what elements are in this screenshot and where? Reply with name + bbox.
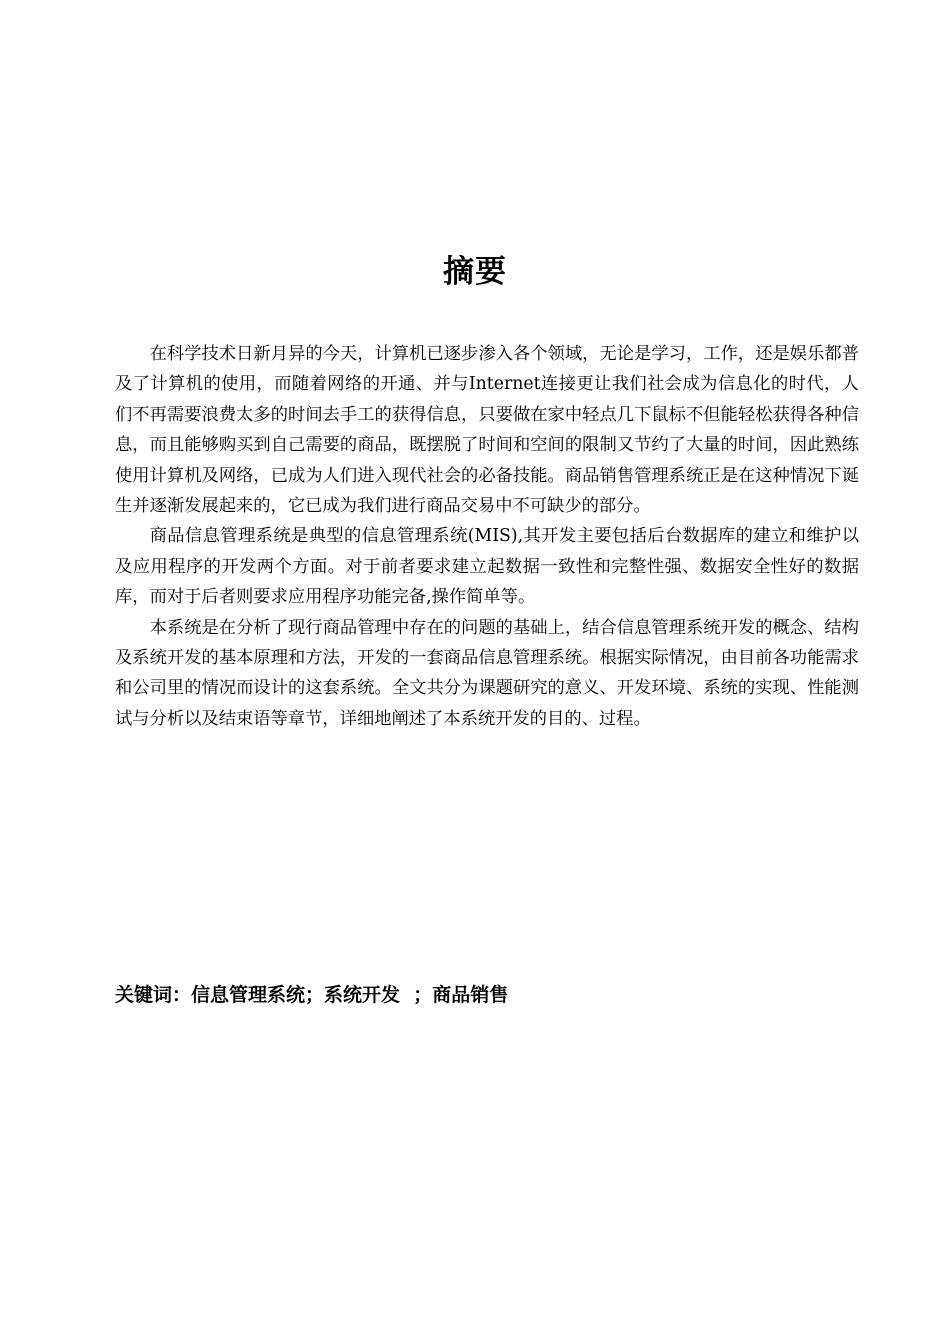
abstract-paragraph-2: 商品信息管理系统是典型的信息管理系统(MIS),其开发主要包括后台数据库的建立和维护以及应用程序的开发两个方面。对于前者要求建立起数据一致性和完整性强、数据安全性好的数据库，而对于后者则要求应用程序功能完备,操作简单等。 [115,526,859,608]
abstract-paragraph-3: 本系统是在分析了现行商品管理中存在的问题的基础上，结合信息管理系统开发的概念、结构及系统开发的基本原理和方法，开发的一套商品信息管理系统。根据实际情况，由目前各功能需求和公司里的情况而设计的这套系统。全文共分为课题研究的意义、开发环境、系统的实现、性能测试与分析以及结束语等章节，详细地阐述了本系统开发的目的、过程。 [115,617,859,729]
abstract-body [115,339,859,734]
abstract-paragraph-1: 在科学技术日新月异的今天，计算机已逐步渗入各个领域，无论是学习，工作，还是娱乐都普及了计算机的使用，而随着网络的开通、并与Internet连接更让我们社会成为信息化的时代，人们不再需要浪费太多的时间去手工的获得信息，只要做在家中轻点几下鼠标不但能轻松获得各种信息，而且能够购买到自己需要的商品，既摆脱了时间和空间的限制又节约了大量的时间，因此熟练使用计算机及网络，已成为人们进入现代社会的必备技能。商品销售管理系统正是在这种情况下诞生并逐渐发展起来的，它已成为我们进行商品交易中不可缺少的部分。 [115,344,859,517]
abstract-title: 摘要 [443,254,507,290]
keywords-line: 关键词：信息管理系统；系统开发 ；商品销售 [115,984,509,1006]
